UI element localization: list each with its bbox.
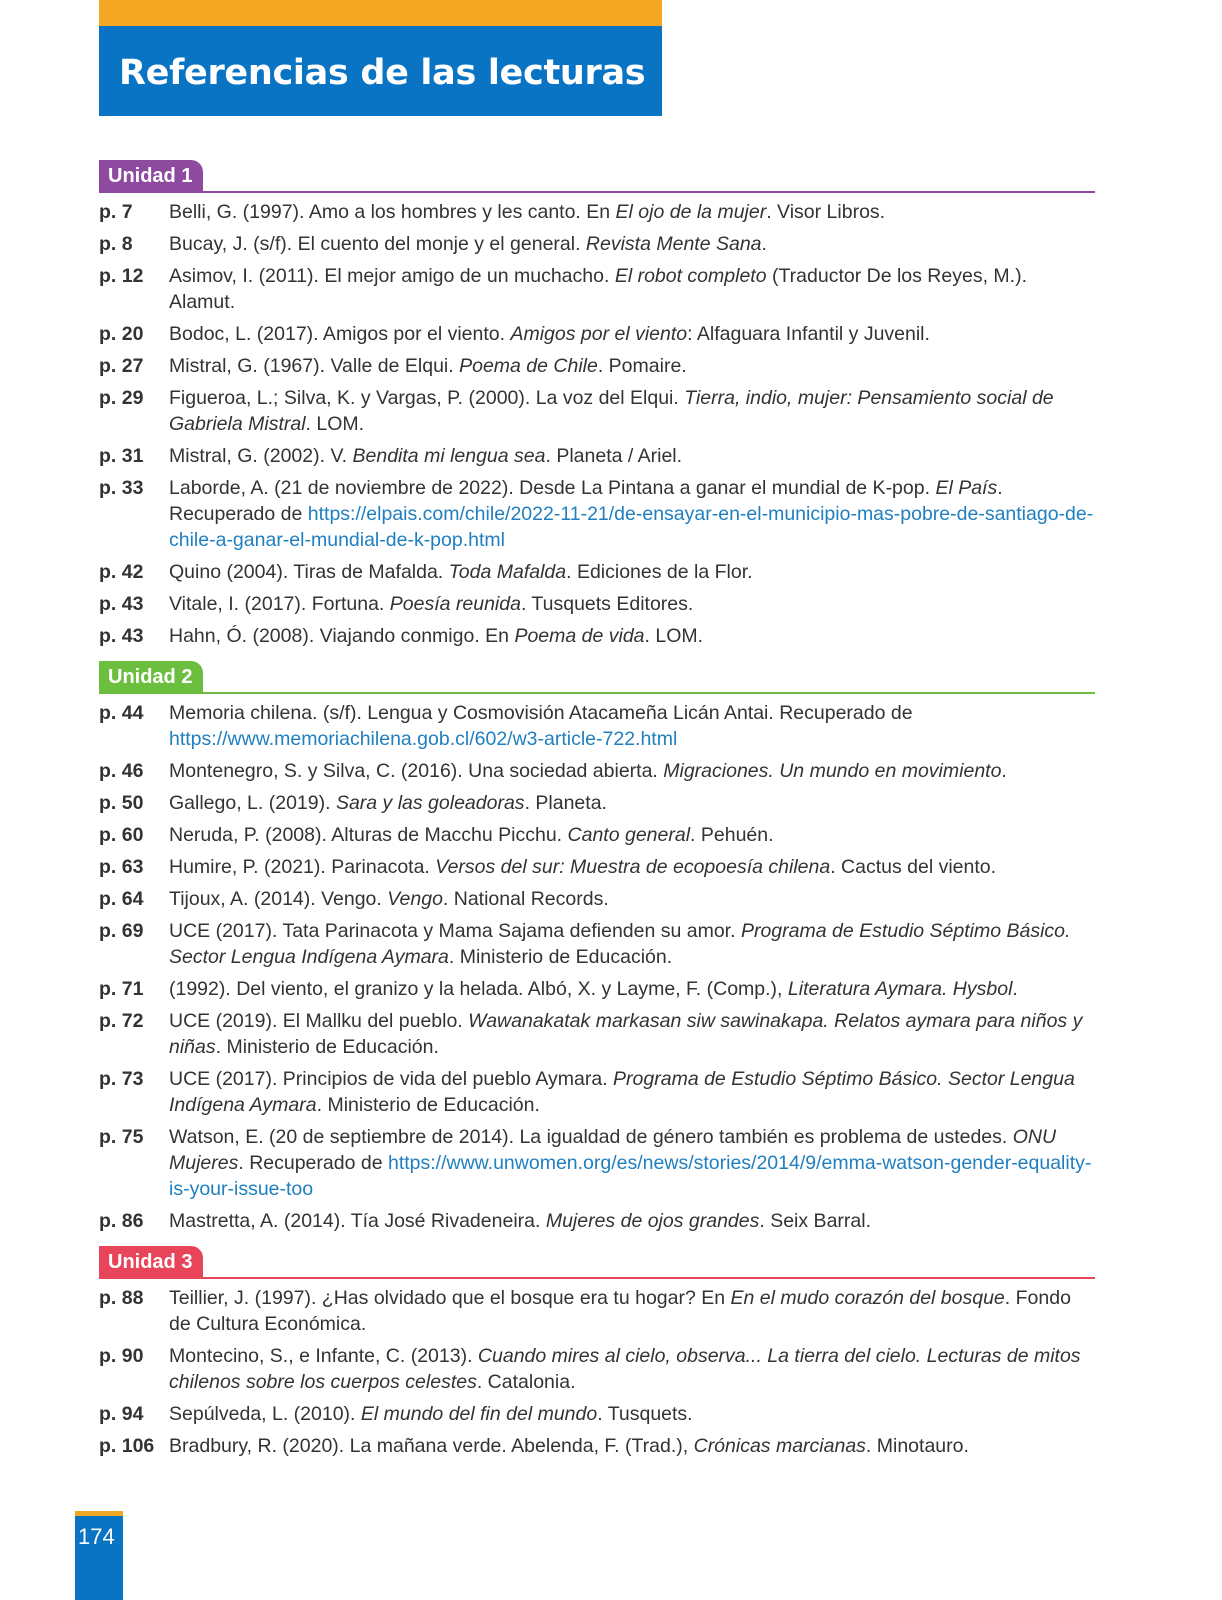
reference-page: p. 86: [99, 1210, 144, 1232]
reference-citation: [169, 443, 1095, 469]
reference-page: p. 75: [99, 1126, 144, 1148]
reference-text: . National Records.: [442, 888, 609, 910]
title-orange-strip: [99, 0, 662, 26]
reference-citation: [169, 263, 1095, 315]
reference-text: . LOM.: [644, 625, 704, 647]
reference-citation: [169, 1401, 1095, 1427]
reference-source-title: Programa de Estudio Séptimo Básico. Sector Lengua Indígena Aymara: [169, 1068, 1075, 1116]
reference-citation: [169, 1433, 1095, 1459]
page-number-tab: [75, 1511, 123, 1600]
reference-source-title: Versos del sur: Muestra de ecopoesía chilena: [435, 856, 831, 878]
unit-divider: [99, 191, 1095, 193]
reference-text: . Cactus del viento.: [830, 856, 997, 878]
reference-item: [99, 199, 1095, 225]
reference-page: p. 88: [99, 1287, 144, 1309]
reference-text: Hahn, Ó. (2008). Viajando conmigo. En: [169, 625, 515, 647]
reference-item: [99, 559, 1095, 585]
reference-source-title: Vengo: [387, 888, 443, 910]
reference-text: Bradbury, R. (2020). La mañana verde. Abelenda, F. (Trad.),: [169, 1435, 694, 1457]
reference-item: [99, 790, 1095, 816]
reference-text: . Tusquets Editores.: [520, 593, 694, 615]
reference-text: . Pehuén.: [690, 824, 774, 846]
reference-page: p. 8: [99, 233, 133, 255]
reference-citation: [169, 475, 1095, 553]
reference-citation: [169, 353, 1095, 379]
reference-text: . Visor Libros.: [766, 201, 886, 223]
reference-page: p. 94: [99, 1403, 144, 1425]
reference-page: p. 20: [99, 323, 144, 345]
reference-text: UCE (2019). El Mallku del pueblo.: [169, 1010, 469, 1032]
unit-label: Unidad 1: [99, 160, 203, 193]
reference-citation: [169, 758, 1095, 784]
reference-text: Humire, P. (2021). Parinacota.: [169, 856, 436, 878]
reference-text: . Seix Barral.: [759, 1210, 871, 1232]
reference-page: p. 42: [99, 561, 144, 583]
reference-text: . Ministerio de Educación.: [448, 946, 673, 968]
reference-link[interactable]: https://elpais.com/chile/2022-11-21/de-ensayar-en-el-municipio-mas-pobre-de-santiago-de-chile-a-ganar-el-mundial-de-k-pop.html: [169, 503, 1094, 551]
reference-text: (1992). Del viento, el granizo y la helada. Albó, X. y Layme, F. (Comp.),: [169, 978, 788, 1000]
reference-citation: [169, 886, 1095, 912]
reference-citation: [169, 822, 1095, 848]
reference-page: p. 43: [99, 593, 144, 615]
reference-citation: [169, 1124, 1095, 1202]
unit-section: [99, 661, 1095, 1234]
reference-source-title: ONU Mujeres: [169, 1126, 1057, 1174]
reference-text: Bodoc, L. (2017). Amigos por el viento.: [169, 323, 511, 345]
reference-page: p. 71: [99, 978, 144, 1000]
reference-page: p. 33: [99, 477, 144, 499]
reference-citation: [169, 1208, 1095, 1234]
reference-link[interactable]: https://www.memoriachilena.gob.cl/602/w3-article-722.html: [169, 728, 678, 750]
reference-text: Asimov, I. (2011). El mejor amigo de un muchacho.: [169, 265, 615, 287]
unit-section: [99, 160, 1095, 649]
reference-source-title: El ojo de la mujer: [615, 201, 767, 223]
reference-item: [99, 475, 1095, 553]
reference-item: [99, 822, 1095, 848]
reference-text: : Alfaguara Infantil y Juvenil.: [687, 323, 930, 345]
reference-source-title: Wawanakatak markasan siw sawinakapa. Relatos aymara para niños y niñas: [169, 1010, 1083, 1058]
reference-citation: [169, 976, 1095, 1002]
reference-citation: [169, 790, 1095, 816]
reference-source-title: Migraciones. Un mundo en movimiento: [663, 760, 1002, 782]
reference-item: [99, 854, 1095, 880]
reference-item: [99, 886, 1095, 912]
unit-section: [99, 1246, 1095, 1459]
reference-text: UCE (2017). Principios de vida del pueblo Aymara.: [169, 1068, 614, 1090]
reference-citation: [169, 854, 1095, 880]
page-number-bar: [75, 1516, 123, 1600]
unit-header: [99, 160, 1095, 193]
reference-item: [99, 700, 1095, 752]
reference-source-title: Poema de Chile: [459, 355, 598, 377]
reference-text: Neruda, P. (2008). Alturas de Macchu Picchu.: [169, 824, 568, 846]
reference-source-title: El País: [935, 477, 998, 499]
reference-citation: [169, 591, 1095, 617]
reference-item: [99, 321, 1095, 347]
title-bar: [99, 26, 662, 116]
reference-text: . Ministerio de Educación.: [215, 1036, 439, 1058]
reference-page: p. 12: [99, 265, 144, 287]
reference-text: Mistral, G. (1967). Valle de Elqui.: [169, 355, 460, 377]
reference-item: [99, 918, 1095, 970]
reference-source-title: Mujeres de ojos grandes: [545, 1210, 760, 1232]
reference-text: Quino (2004). Tiras de Mafalda.: [169, 561, 449, 583]
reference-citation: [169, 559, 1095, 585]
reference-text: Laborde, A. (21 de noviembre de 2022). Desde La Pintana a ganar el mundial de K-pop.: [169, 477, 936, 499]
reference-citation: [169, 321, 1095, 347]
reference-text: Montecino, S., e Infante, C. (2013).: [169, 1345, 478, 1367]
unit-divider: [99, 692, 1095, 694]
reference-text: UCE (2017). Tata Parinacota y Mama Sajama defienden su amor.: [169, 920, 741, 942]
reference-source-title: Revista Mente Sana: [585, 233, 762, 255]
reference-item: [99, 1285, 1095, 1337]
reference-item: [99, 1343, 1095, 1395]
reference-item: [99, 263, 1095, 315]
reference-item: [99, 231, 1095, 257]
reference-text: .: [761, 233, 767, 255]
reference-source-title: El robot completo: [614, 265, 767, 287]
reference-text: Bucay, J. (s/f). El cuento del monje y el general.: [169, 233, 586, 255]
reference-text: Figueroa, L.; Silva, K. y Vargas, P. (2000). La voz del Elqui.: [169, 387, 685, 409]
reference-text: . Planeta / Ariel.: [545, 445, 683, 467]
reference-source-title: Amigos por el viento: [510, 323, 688, 345]
reference-source-title: Programa de Estudio Séptimo Básico. Sector Lengua Indígena Aymara: [169, 920, 1071, 968]
reference-page: p. 31: [99, 445, 144, 467]
page-number: 174: [78, 1524, 115, 1549]
reference-source-title: Literatura Aymara. Hysbol: [787, 978, 1013, 1000]
reference-page: p. 64: [99, 888, 144, 910]
reference-text: . Ediciones de la Flor.: [566, 561, 753, 583]
reference-item: [99, 976, 1095, 1002]
reference-item: [99, 385, 1095, 437]
reference-citation: [169, 1008, 1095, 1060]
reference-item: [99, 1124, 1095, 1202]
reference-citation: [169, 700, 1095, 752]
reference-text: .: [1012, 978, 1018, 1000]
reference-page: p. 69: [99, 920, 144, 942]
reference-text: Watson, E. (20 de septiembre de 2014). La igualdad de género también es problema de ustedes.: [169, 1126, 1013, 1148]
reference-text: Mistral, G. (2002). V.: [169, 445, 353, 467]
reference-page: p. 72: [99, 1010, 144, 1032]
reference-text: Montenegro, S. y Silva, C. (2016). Una sociedad abierta.: [169, 760, 664, 782]
reference-text: . Catalonia.: [476, 1371, 576, 1393]
reference-source-title: Sara y las goleadoras: [335, 792, 525, 814]
unit-header: [99, 661, 1095, 694]
reference-source-title: Poesía reunida: [389, 593, 521, 615]
reference-citation: [169, 1285, 1095, 1337]
reference-text: Mastretta, A. (2014). Tía José Rivadeneira.: [169, 1210, 546, 1232]
reference-page: p. 44: [99, 702, 144, 724]
reference-item: [99, 353, 1095, 379]
reference-item: [99, 443, 1095, 469]
title-banner: [99, 0, 662, 116]
reference-page: p. 43: [99, 625, 144, 647]
reference-page: p. 63: [99, 856, 144, 878]
reference-text: . Pomaire.: [597, 355, 687, 377]
reference-page: p. 46: [99, 760, 144, 782]
reference-page: p. 27: [99, 355, 144, 377]
reference-citation: [169, 1066, 1095, 1118]
reference-page: p. 106: [99, 1435, 155, 1457]
reference-text: Belli, G. (1997). Amo a los hombres y les canto. En: [169, 201, 616, 223]
reference-text: Gallego, L. (2019).: [169, 792, 336, 814]
reference-page: p. 90: [99, 1345, 144, 1367]
reference-citation: [169, 918, 1095, 970]
reference-text: Sepúlveda, L. (2010).: [169, 1403, 361, 1425]
reference-citation: [169, 1343, 1095, 1395]
reference-source-title: En el mudo corazón del bosque: [730, 1287, 1005, 1309]
reference-citation: [169, 623, 1095, 649]
reference-text: . Recuperado de: [169, 477, 1003, 525]
reference-source-title: Toda Mafalda: [448, 561, 567, 583]
reference-text: Memoria chilena. (s/f). Lengua y Cosmovisión Atacameña Licán Antai. Recuperado de: [169, 702, 913, 724]
reference-text: . Tusquets.: [597, 1403, 693, 1425]
reference-page: p. 50: [99, 792, 144, 814]
reference-citation: [169, 385, 1095, 437]
reference-text: . Recuperado de: [238, 1152, 388, 1174]
reference-source-title: Crónicas marcianas: [693, 1435, 866, 1457]
reference-text: (Traductor De los Reyes, M.). Alamut.: [169, 265, 1027, 313]
reference-text: . Minotauro.: [865, 1435, 969, 1457]
reference-source-title: Bendita mi lengua sea: [352, 445, 546, 467]
reference-item: [99, 1208, 1095, 1234]
reference-page: p. 73: [99, 1068, 144, 1090]
reference-source-title: Poema de vida: [514, 625, 645, 647]
reference-item: [99, 1066, 1095, 1118]
reference-text: . LOM.: [305, 413, 365, 435]
reference-item: [99, 1401, 1095, 1427]
reference-text: . Planeta.: [524, 792, 607, 814]
reference-citation: [169, 231, 1095, 257]
reference-link[interactable]: https://www.unwomen.org/es/news/stories/2014/9/emma-watson-gender-equality-is-your-issue-too: [169, 1152, 1092, 1200]
reference-page: p. 7: [99, 201, 133, 223]
unit-label: Unidad 2: [99, 661, 203, 694]
reference-source-title: Canto general: [567, 824, 691, 846]
reference-text: . Fondo de Cultura Económica.: [169, 1287, 1071, 1335]
reference-text: Vitale, I. (2017). Fortuna.: [169, 593, 390, 615]
unit-header: [99, 1246, 1095, 1279]
reference-item: [99, 758, 1095, 784]
page-title: Referencias de las lecturas: [119, 53, 646, 93]
reference-source-title: El mundo del fin del mundo: [360, 1403, 598, 1425]
reference-source-title: Tierra, indio, mujer: Pensamiento social de Gabriela Mistral: [169, 387, 1054, 435]
reference-citation: [169, 199, 1095, 225]
reference-item: [99, 591, 1095, 617]
references-content: [99, 160, 1095, 1471]
reference-source-title: Cuando mires al cielo, observa... La tierra del cielo. Lecturas de mitos chilenos sobre los cuerpos celestes: [169, 1345, 1081, 1393]
unit-divider: [99, 1277, 1095, 1279]
reference-page: p. 60: [99, 824, 144, 846]
reference-text: Tijoux, A. (2014). Vengo.: [169, 888, 388, 910]
reference-item: [99, 1008, 1095, 1060]
reference-text: . Ministerio de Educación.: [316, 1094, 540, 1116]
reference-text: .: [1001, 760, 1007, 782]
reference-page: p. 29: [99, 387, 144, 409]
unit-label: Unidad 3: [99, 1246, 203, 1279]
reference-text: Teillier, J. (1997). ¿Has olvidado que el bosque era tu hogar? En: [169, 1287, 731, 1309]
reference-item: [99, 623, 1095, 649]
reference-item: [99, 1433, 1095, 1459]
